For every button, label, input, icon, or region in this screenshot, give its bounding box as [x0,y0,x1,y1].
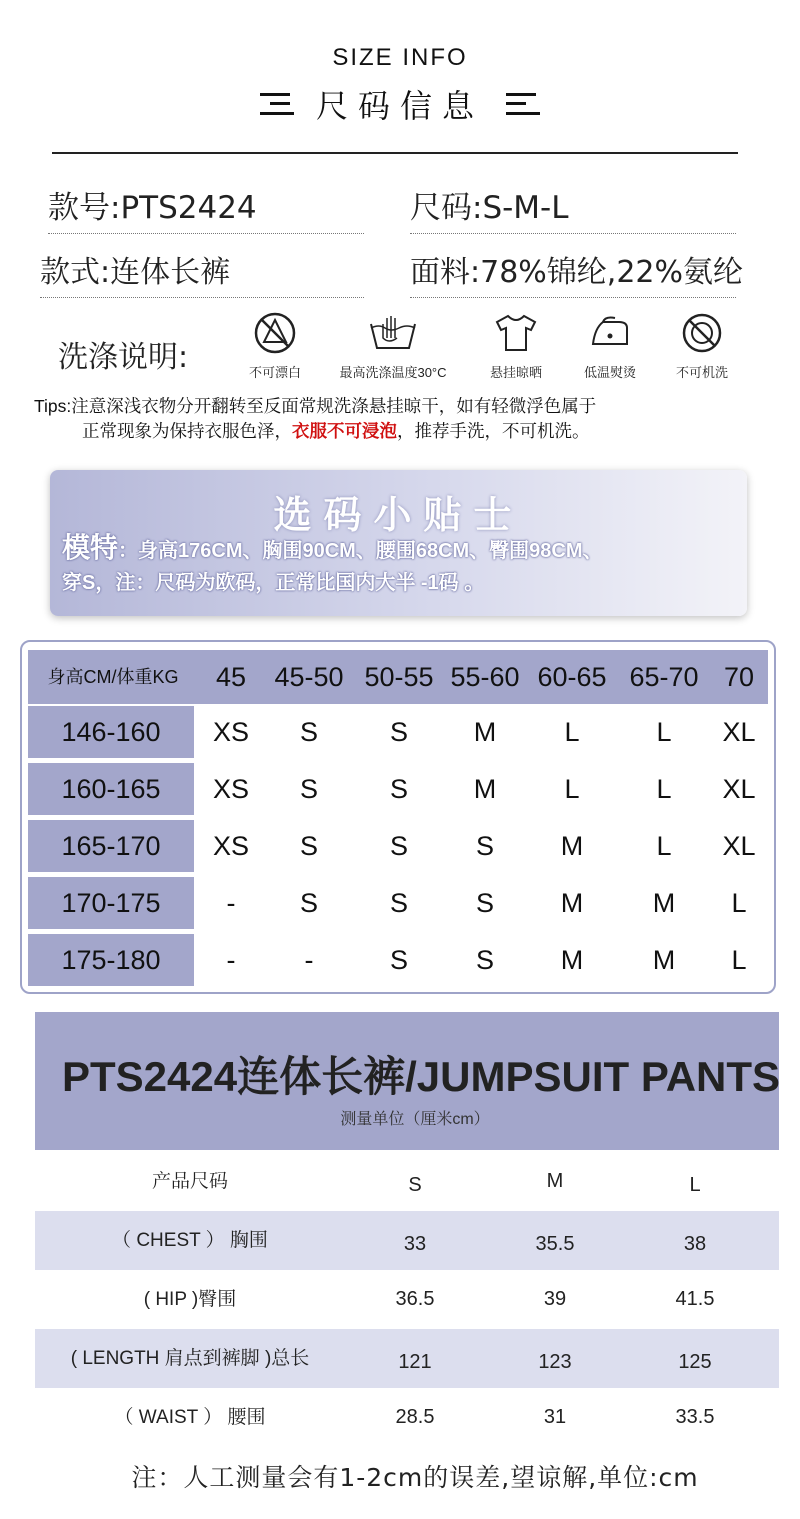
fabric: 面料:78%锦纶,22%氨纶 [410,247,736,298]
measure-table-title: PTS2424连体长裤/JUMPSUIT PANTS [62,1053,781,1100]
measure-col-m: M [546,1170,564,1192]
title-row [0,82,800,126]
size-tip-title: 选码小贴士 [273,493,524,537]
model-label: 模特 [62,532,119,563]
hw-size-cell: M [473,717,497,747]
hw-size-cell: XL [722,774,756,804]
measure-cell-l: 125 [678,1351,712,1373]
hw-size-cell: S [299,831,318,861]
hw-size-cell: XL [722,717,756,747]
hw-size-cell: M [560,945,584,975]
hw-size-cell: S [299,774,318,804]
left-deco-lines [260,91,294,117]
measure-row [35,1270,779,1329]
hw-size-cell: XS [212,774,250,804]
measurement-note: 注：人工测量会有1-2cm的误差,望谅解,单位:cm [131,1463,699,1492]
no-machine-wash-icon [679,310,725,356]
hw-size-cell: - [226,945,236,975]
measure-cell-s: 33 [403,1233,427,1255]
measure-cell-name: （ CHEST ） 胸围 [112,1230,268,1251]
hw-size-cell: M [652,888,676,918]
size-tip-card [50,470,747,616]
hw-size-cell: M [652,945,676,975]
hw-size-cell: S [299,888,318,918]
measure-cell-m: 35.5 [535,1233,575,1255]
measure-col-name: 产品尺码 [151,1171,228,1192]
style-type: 款式:连体长裤 [40,247,364,298]
hw-weight-header: 65-70 [629,662,699,692]
hw-size-cell: L [656,717,672,747]
tips-line-2-a: 正常现象为保持衣服色泽， [82,421,292,441]
hw-size-cell: XS [212,831,250,861]
wash-item-no-bleach [215,310,335,381]
hw-weight-header: 60-65 [537,662,607,692]
tips-line-2-b: ，推荐手洗，不可机洗。 [397,421,590,441]
hw-weight-header: 50-55 [364,662,434,692]
tips-line-1: Tips:注意深浅衣物分开翻转至反面常规洗涤悬挂晾干，如有轻微浮色属于 [34,396,597,416]
care-tips [34,394,774,444]
hw-height-label: 175-180 [28,934,194,986]
measure-row [35,1211,779,1270]
size-tip-line-1 [62,532,742,567]
measure-cell-m: 39 [543,1288,567,1310]
style-number: 款号:PTS2424 [48,182,364,234]
hw-height-label: 160-165 [28,763,194,815]
hw-size-cell: L [731,888,747,918]
hand-wash-temp-icon [365,310,421,356]
low-iron-icon [585,310,635,356]
hw-size-cell: - [226,888,236,918]
measure-cell-m: 31 [543,1406,567,1428]
tips-no-soak-warning: 衣服不可浸泡 [292,421,397,441]
hw-height-label: 165-170 [28,820,194,872]
wash-label-hang-dry: 悬挂晾晒 [489,365,542,380]
size-tip-body [62,532,742,599]
header-divider [52,152,738,154]
measure-cell-s: 36.5 [395,1288,435,1310]
measure-cell-l: 38 [683,1233,707,1255]
hw-size-cell: L [656,831,672,861]
wash-item-hand-wash [333,310,453,381]
tips-line-2 [34,419,774,444]
hw-size-cell: L [731,945,747,975]
hw-size-cell: S [475,831,494,861]
right-deco-lines [506,91,540,117]
hw-size-cell: - [304,945,314,975]
hw-size-cell: L [656,774,672,804]
size-tip-line-2: 穿S，注：尺码为欧码，正常比国内大半 -1码 。 [62,572,485,594]
hw-size-cell: S [389,717,408,747]
hw-size-cell: S [389,945,408,975]
hw-size-cell: S [299,717,318,747]
hw-size-cell: M [560,831,584,861]
wash-label-no-machine-wash: 不可机洗 [675,365,728,380]
hw-size-cell: M [473,774,497,804]
hw-height-label: 170-175 [28,877,194,929]
no-bleach-icon [252,310,298,356]
hw-size-cell: L [564,717,580,747]
measure-cell-l: 33.5 [675,1406,715,1428]
wash-item-no-machine-wash [642,310,762,381]
washing-label: 洗涤说明: [58,340,189,375]
measure-col-s: S [408,1174,422,1196]
hw-weight-header: 45-50 [274,662,344,692]
measure-header-row [35,1152,779,1211]
hw-size-cell: XS [212,717,250,747]
measure-col-l: L [689,1174,701,1196]
size-info-heading: SIZE INFO [332,44,468,71]
measure-cell-name: （ WAIST ） 腰围 [114,1407,266,1428]
wash-label-low-iron: 低温熨烫 [583,365,636,380]
hw-size-cell: S [475,945,494,975]
size-range: 尺码:S-M-L [410,182,736,234]
wash-label-hand-wash: 最高洗涤温度30°C [339,365,447,380]
hw-weight-header: 45 [215,662,247,692]
measure-cell-l: 41.5 [675,1288,715,1310]
hw-size-cell: S [389,888,408,918]
hw-corner-label: 身高CM/体重KG [47,667,179,687]
measure-table-subtitle: 测量单位（厘米cm） [340,1111,490,1128]
hw-size-cell: L [564,774,580,804]
measure-cell-name: ( HIP )臀围 [143,1289,237,1310]
hw-size-cell: S [389,831,408,861]
hw-weight-header: 55-60 [450,662,520,692]
model-measurements: ：身高176CM、胸围90CM、腰围68CM、臀围98CM、 [118,540,603,562]
page-title: 尺码信息 [315,87,484,125]
hw-weight-header: 70 [723,662,755,692]
hw-size-cell: S [475,888,494,918]
wash-label-no-bleach: 不可漂白 [248,365,301,380]
hw-size-cell: S [389,774,408,804]
height-weight-table [20,640,776,994]
measure-cell-s: 121 [398,1351,432,1373]
measure-cell-s: 28.5 [395,1406,435,1428]
measure-row [35,1388,779,1447]
hw-height-label: 146-160 [28,706,194,758]
measure-cell-m: 123 [538,1351,572,1373]
measure-cell-name: ( LENGTH 肩点到裤脚 )总长 [70,1348,310,1369]
hang-dry-icon [491,310,541,356]
measure-row [35,1329,779,1388]
hw-size-cell: XL [722,831,756,861]
hw-size-cell: M [560,888,584,918]
